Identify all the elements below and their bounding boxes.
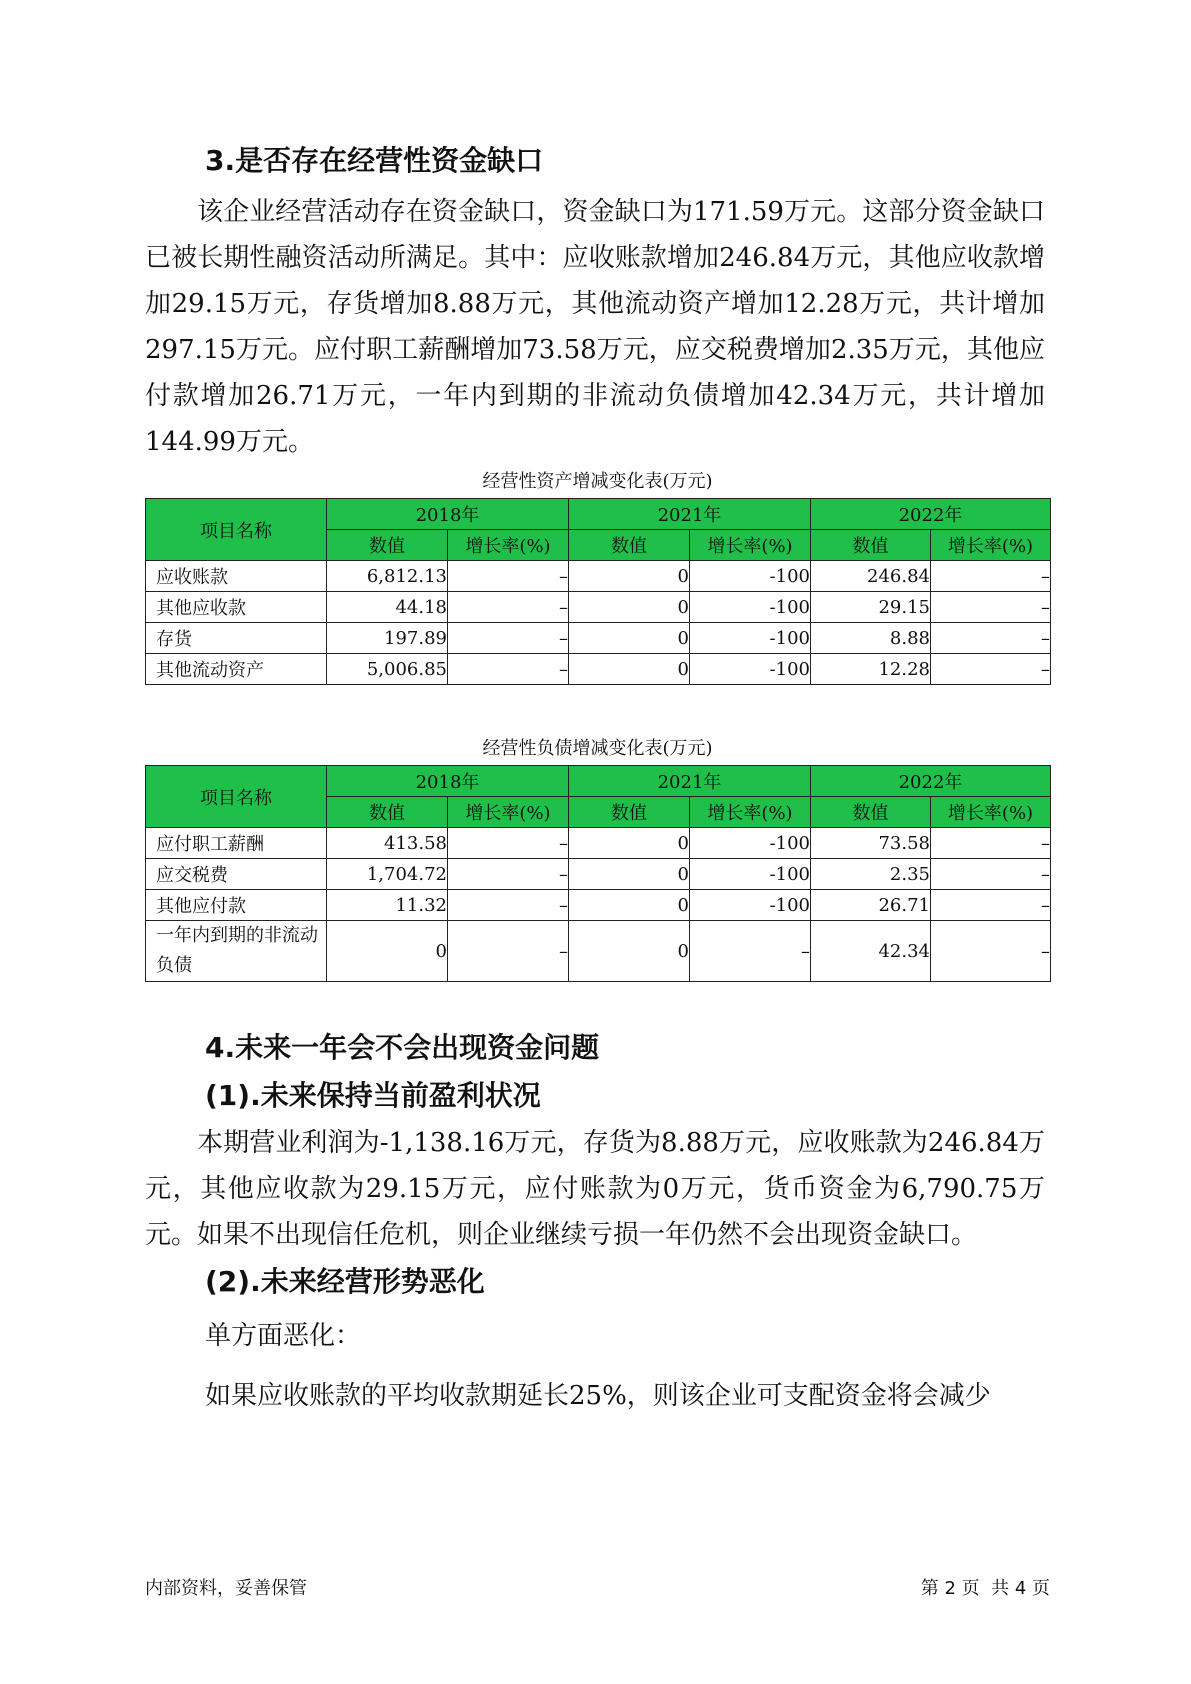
value-header: 数值	[811, 797, 931, 828]
value-cell: 197.89	[327, 623, 448, 654]
growth-header: 增长率(%)	[690, 530, 811, 561]
growth-header: 增长率(%)	[448, 797, 569, 828]
value-header: 数值	[569, 530, 690, 561]
growth-rate-cell: –	[448, 921, 569, 982]
growth-rate-cell: -100	[690, 654, 811, 685]
section-4-sub2-title: (2).未来经营形势恶化	[205, 1265, 485, 1298]
footer-confidential-note: 内部资料，妥善保管	[145, 1578, 307, 1599]
growth-rate-cell: –	[931, 623, 1051, 654]
value-cell: 2.35	[811, 859, 931, 890]
growth-rate-cell: –	[931, 828, 1051, 859]
section-4-sub2-line-2: 如果应收账款的平均收款期延长25%，则该企业可支配资金将会减少	[205, 1381, 991, 1411]
value-cell: 246.84	[811, 561, 931, 592]
row-item-name: 应付职工薪酬	[146, 828, 327, 859]
growth-rate-cell: –	[448, 561, 569, 592]
growth-rate-cell: –	[931, 561, 1051, 592]
growth-rate-cell: –	[448, 592, 569, 623]
value-cell: 12.28	[811, 654, 931, 685]
year-header: 2022年	[811, 766, 1051, 797]
table-row	[146, 859, 1051, 890]
table-row	[146, 921, 1051, 982]
growth-rate-cell: –	[931, 654, 1051, 685]
value-cell: 0	[569, 828, 690, 859]
section-4-sub1-paragraph: 本期营业利润为-1,138.16万元，存货为8.88万元，应收账款为246.84万元，其他应收款为29.15万元，应付账款为0万元，货币资金为6,790.75万元。如果不出现信任危机，则企业继续亏损一年仍然不会出现资金缺口。	[145, 1128, 1045, 1250]
table-1-caption: 经营性资产增减变化表(万元)	[482, 471, 713, 492]
growth-rate-cell: –	[448, 859, 569, 890]
section-3-title: 3.是否存在经营性资金缺口	[205, 144, 544, 177]
growth-rate-cell: –	[448, 828, 569, 859]
value-cell: 0	[569, 561, 690, 592]
growth-rate-cell: -100	[690, 859, 811, 890]
growth-rate-cell: –	[931, 592, 1051, 623]
value-cell: 0	[569, 859, 690, 890]
growth-rate-cell: -100	[690, 828, 811, 859]
value-cell: 1,704.72	[327, 859, 448, 890]
value-cell: 0	[569, 921, 690, 982]
value-cell: 0	[569, 592, 690, 623]
growth-rate-cell: –	[448, 890, 569, 921]
growth-rate-cell: –	[448, 654, 569, 685]
table-row	[146, 890, 1051, 921]
item-name-header: 项目名称	[146, 766, 327, 828]
section-3-paragraph: 该企业经营活动存在资金缺口，资金缺口为171.59万元。这部分资金缺口已被长期性融资活动所满足。其中：应收账款增加246.84万元，其他应收款增加29.15万元，存货增加8.88万元，其他流动资产增加12.28万元，共计增加297.15万元。应付职工薪酬增加73.58万元，应交税费增加2.35万元，其他应付款增加26.71万元，一年内到期的非流动负债增加42.34万元，共计增加144.99万元。	[145, 197, 1045, 457]
growth-rate-cell: -100	[690, 592, 811, 623]
growth-rate-cell: -100	[690, 561, 811, 592]
table-row	[146, 654, 1051, 685]
row-item-name: 应收账款	[146, 561, 327, 592]
growth-rate-cell: –	[690, 921, 811, 982]
growth-rate-cell: –	[931, 859, 1051, 890]
item-name-header: 项目名称	[146, 499, 327, 561]
value-header: 数值	[327, 797, 448, 828]
row-item-name: 其他应付款	[146, 890, 327, 921]
growth-header: 增长率(%)	[931, 530, 1051, 561]
table-2-caption: 经营性负债增减变化表(万元)	[482, 738, 713, 759]
value-cell: 42.34	[811, 921, 931, 982]
year-header: 2018年	[327, 766, 569, 797]
growth-rate-cell: –	[448, 623, 569, 654]
table-row	[146, 623, 1051, 654]
table-row	[146, 828, 1051, 859]
year-header: 2021年	[569, 766, 811, 797]
growth-header: 增长率(%)	[448, 530, 569, 561]
year-header: 2021年	[569, 499, 811, 530]
growth-rate-cell: –	[931, 921, 1051, 982]
section-4-title: 4.未来一年会不会出现资金问题	[205, 1031, 600, 1064]
row-item-name: 其他应收款	[146, 592, 327, 623]
liabilities-change-table	[145, 765, 1051, 982]
growth-rate-cell: -100	[690, 890, 811, 921]
row-item-name: 一年内到期的非流动负债	[146, 921, 327, 982]
value-cell: 413.58	[327, 828, 448, 859]
table-row	[146, 592, 1051, 623]
value-cell: 0	[569, 623, 690, 654]
year-header: 2018年	[327, 499, 569, 530]
value-cell: 0	[569, 654, 690, 685]
table-header-row	[146, 766, 1051, 797]
growth-rate-cell: -100	[690, 623, 811, 654]
growth-header: 增长率(%)	[931, 797, 1051, 828]
value-cell: 26.71	[811, 890, 931, 921]
value-cell: 29.15	[811, 592, 931, 623]
value-header: 数值	[811, 530, 931, 561]
table-row	[146, 561, 1051, 592]
year-header: 2022年	[811, 499, 1051, 530]
value-cell: 0	[569, 890, 690, 921]
section-4-sub2-line-1: 单方面恶化：	[205, 1321, 362, 1351]
value-cell: 44.18	[327, 592, 448, 623]
value-cell: 6,812.13	[327, 561, 448, 592]
section-4-sub1-title: (1).未来保持当前盈利状况	[205, 1079, 541, 1112]
growth-rate-cell: –	[931, 890, 1051, 921]
value-cell: 11.32	[327, 890, 448, 921]
table-header-row	[146, 499, 1051, 530]
row-item-name: 其他流动资产	[146, 654, 327, 685]
assets-change-table	[145, 498, 1051, 685]
value-header: 数值	[327, 530, 448, 561]
value-cell: 8.88	[811, 623, 931, 654]
value-header: 数值	[569, 797, 690, 828]
row-item-name: 存货	[146, 623, 327, 654]
growth-header: 增长率(%)	[690, 797, 811, 828]
value-cell: 5,006.85	[327, 654, 448, 685]
value-cell: 73.58	[811, 828, 931, 859]
value-cell: 0	[327, 921, 448, 982]
row-item-name: 应交税费	[146, 859, 327, 890]
footer-page-number: 第 2 页 共 4 页	[920, 1578, 1050, 1599]
